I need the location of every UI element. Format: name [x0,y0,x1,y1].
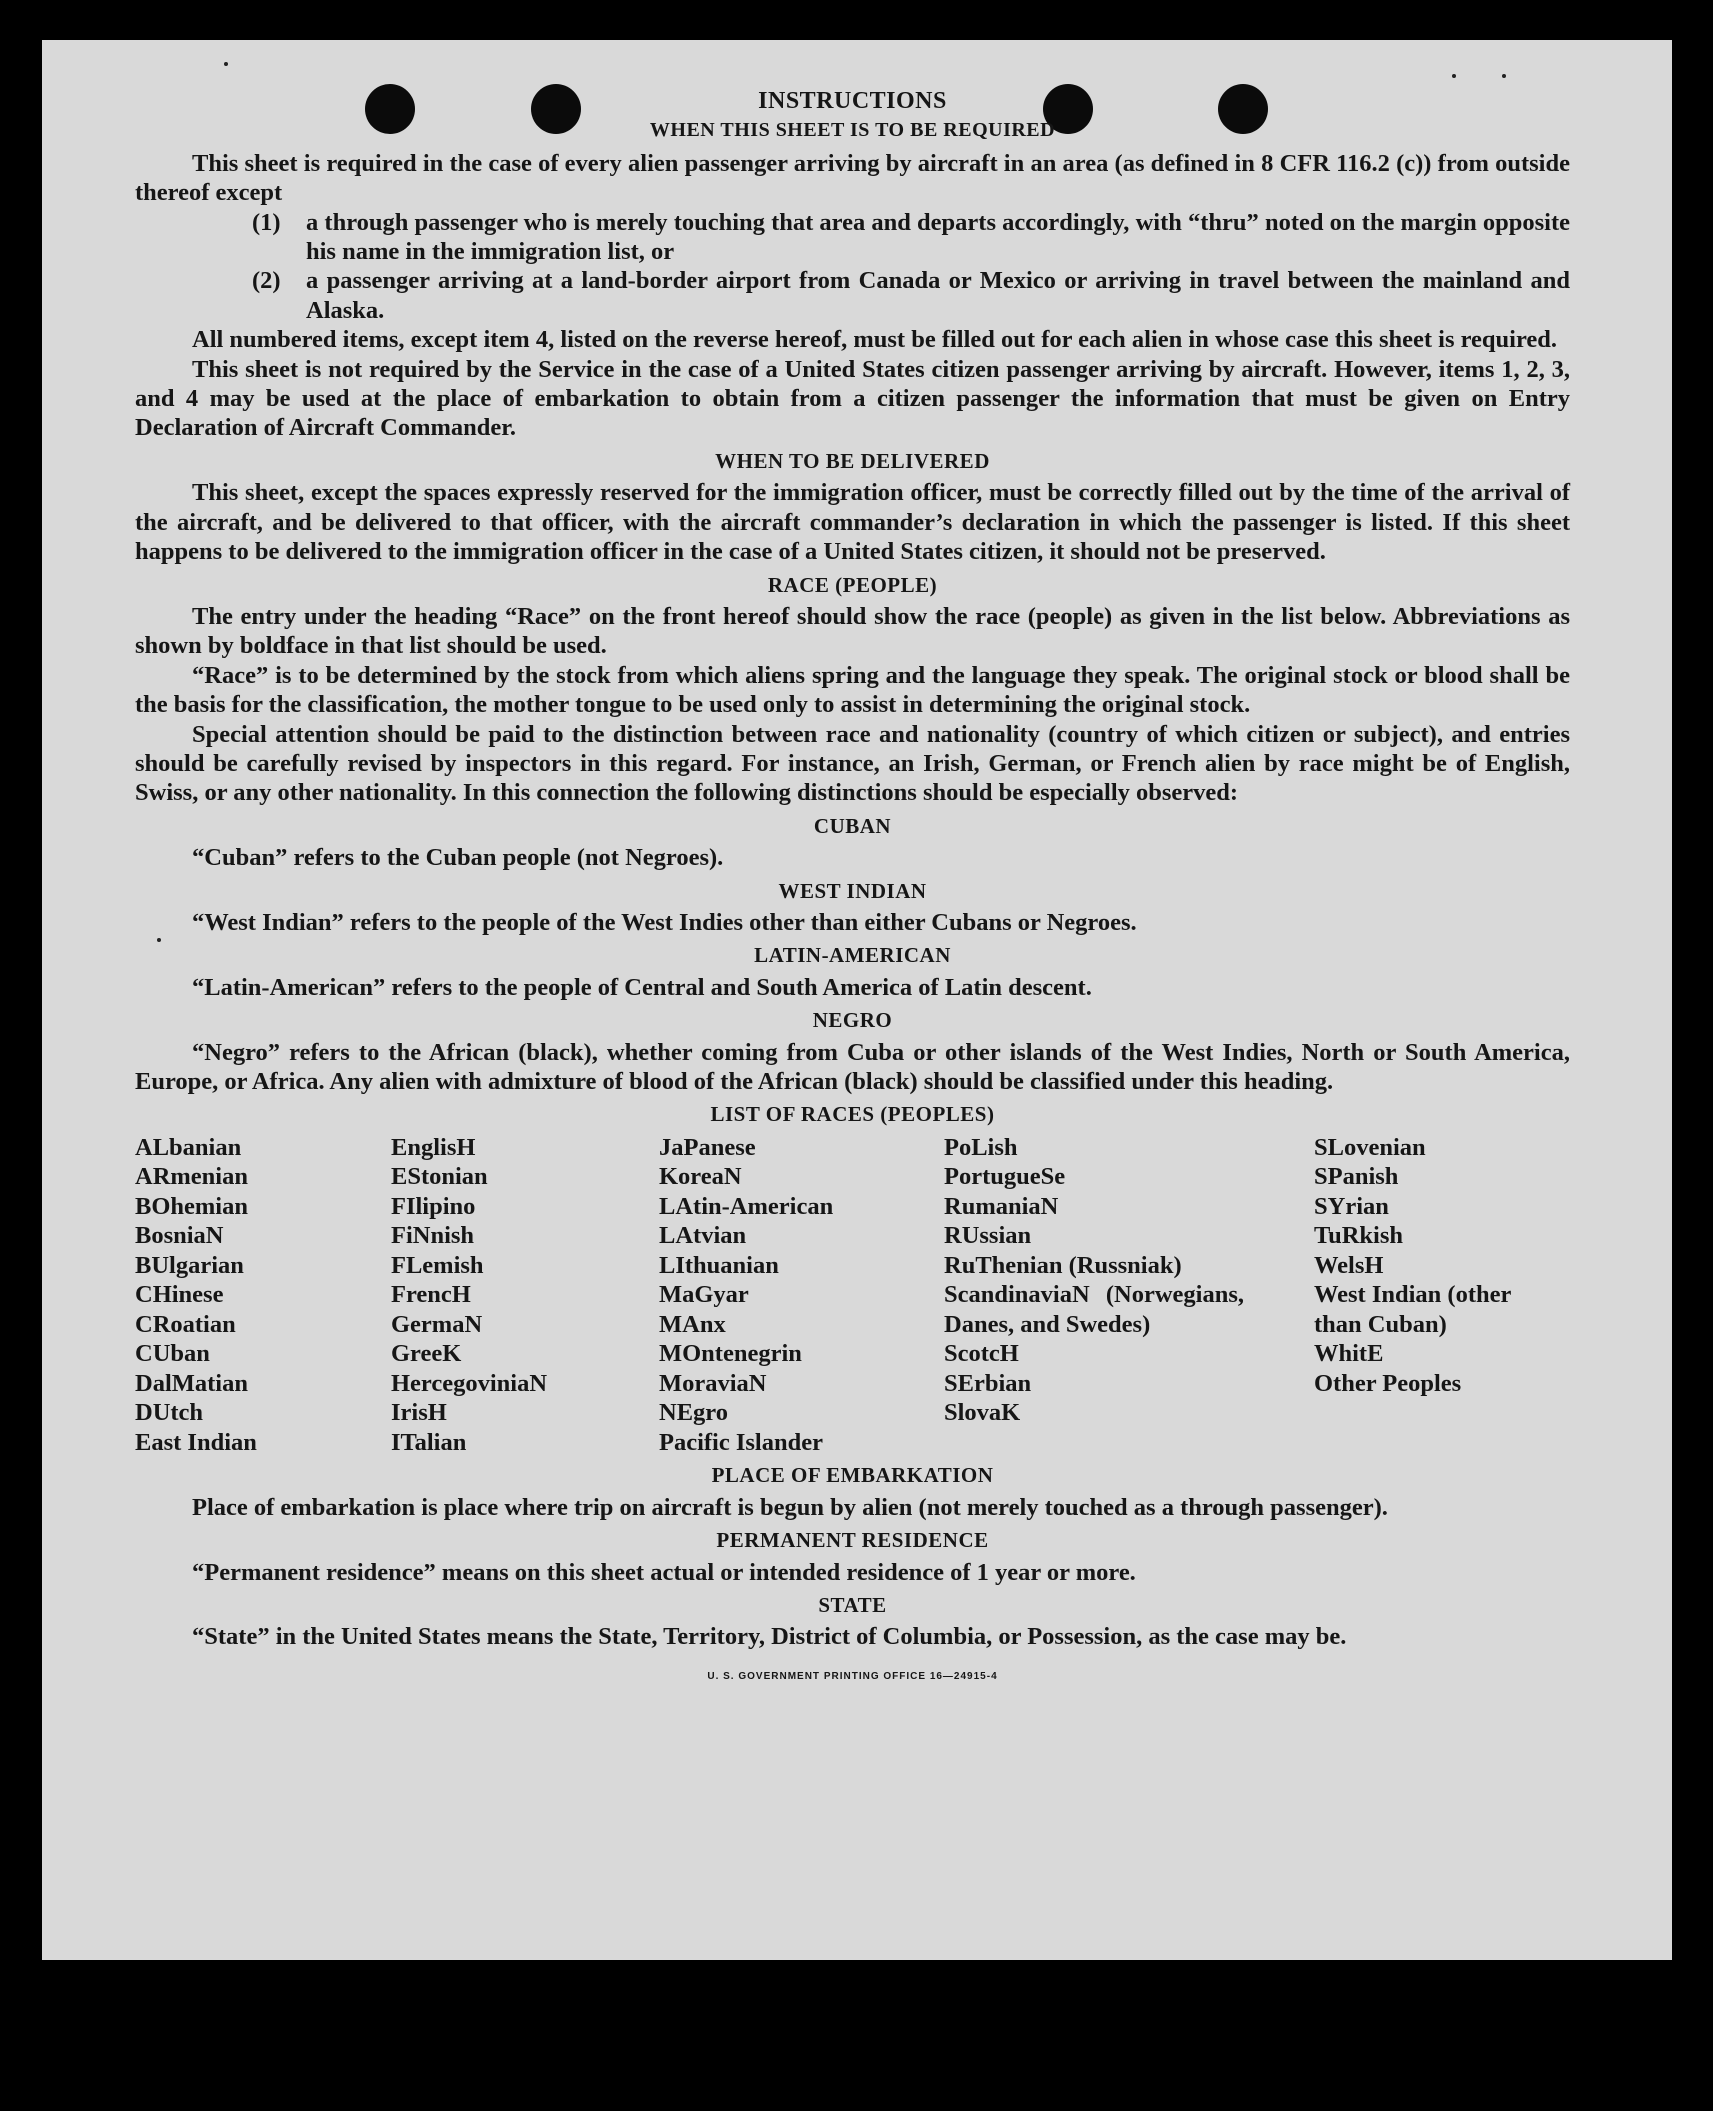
exception-item [252,266,1570,325]
race-entry: East Indian [135,1428,257,1456]
race-entry: FrencH [391,1281,471,1309]
instructions-content [135,85,1570,1691]
race-entry: ALbanian [135,1133,242,1161]
item-text: a passenger arriving at a land-border airport from Canada or Mexico or arriving in travel between the mainland and Alaska. [306,267,1570,324]
race-entry: EnglisH [391,1133,476,1161]
race-column [944,1133,1314,1458]
race-entry: BosniaN [135,1222,224,1250]
race-column [659,1133,944,1458]
race-entry: PoLish [944,1133,1018,1161]
paragraph: This sheet is required in the case of every alien passenger arriving by aircraft in an area (as defined in 8 CFR 116.2 (c)) from outside thereof except [135,149,1570,207]
race-entry: WelsH [1314,1251,1384,1279]
race-entry: HercegoviniaN [391,1369,548,1397]
speck [224,62,228,66]
race-entry: DUtch [135,1399,204,1427]
race-entry: IrisH [391,1399,447,1427]
race-entry: BUlgarian [135,1251,244,1279]
race-column [1314,1133,1570,1458]
printing-office-footer: U. S. GOVERNMENT PRINTING OFFICE 16—24915-4 [707,1670,998,1682]
race-column [135,1133,391,1458]
speck [1452,74,1456,78]
race-entry: CUban [135,1340,210,1368]
paragraph: Place of embarkation is place where trip on aircraft is begun by alien (not merely touched as a through passenger). [192,1493,1388,1521]
race-list [135,1133,1570,1458]
section-heading: LATIN-AMERICAN [754,943,951,968]
document-sheet [42,40,1672,1960]
race-entry: Pacific Islander [659,1428,823,1456]
section-heading: WEST INDIAN [778,878,927,903]
race-entry: MaGyar [659,1281,749,1309]
race-entry: ScotcH [944,1340,1019,1368]
race-entry: ITalian [391,1428,467,1456]
race-entry: SErbian [944,1369,1032,1397]
race-entry: FiNnish [391,1222,475,1250]
paragraph: This sheet, except the spaces expressly reserved for the immigration officer, must be correctly filled out by the time of the arrival of the aircraft, and be delivered to that officer, with the aircraft commander’s declaration in which the passenger is listed. If this sheet happens to be delivered to the immigration officer in the case of a United States citizen, it should not be preserved. [135,479,1570,566]
race-entry: BOhemian [135,1192,248,1220]
section-heading: CUBAN [813,813,892,838]
item-number: (2) [252,267,281,295]
exception-item [252,208,1570,267]
race-entry: DalMatian [135,1369,248,1397]
race-entry: NEgro [659,1399,728,1427]
paragraph: “Race” is to be determined by the stock from which aliens spring and the language they speak. The original stock or blood shall be the basis for the classification, the mother tongue to be used only to assist in determining the original stock. [135,661,1570,719]
section-heading: PLACE OF EMBARKATION [711,1463,994,1488]
race-entry: FLemish [391,1251,484,1279]
section-heading: NEGRO [812,1008,893,1033]
race-entry: ScandinaviaN (Norwegians, Danes, and Swedes) [944,1281,1244,1338]
race-entry: SYrian [1314,1192,1389,1220]
item-text: a through passenger who is merely touching that area and departs accordingly, with “thru” noted on the margin opposite his name in the immigration list, or [306,208,1570,266]
race-entry: RumaniaN [944,1192,1059,1220]
paragraph: “Permanent residence” means on this sheet actual or intended residence of 1 year or more. [192,1558,1136,1586]
paragraph: Special attention should be paid to the distinction between race and nationality (country of which citizen or subject), and entries should be carefully revised by inspectors in this regard. For instance, an Irish, German, or French alien by race might be of English, Swiss, or any other nationality. In this connection the following distinctions should be especially observed: [135,720,1570,807]
race-entry: GreeK [391,1340,462,1368]
race-entry: LAtvian [659,1222,747,1250]
race-entry: West Indian (other than Cuban) [1314,1281,1511,1338]
race-entry: LIthuanian [659,1251,779,1279]
paragraph: “Latin-American” refers to the people of Central and South America of Latin descent. [192,973,1092,1001]
race-entry: JaPanese [659,1133,756,1161]
paragraph: “Cuban” refers to the Cuban people (not Negroes). [192,844,724,872]
race-entry: RuThenian (Russniak) [944,1251,1182,1279]
speck [1502,74,1506,78]
race-entry: FIlipino [391,1192,476,1220]
race-entry: GermaN [391,1310,483,1338]
race-entry: LAtin-American [659,1192,834,1220]
paragraph: “Negro” refers to the African (black), whether coming from Cuba or other islands of the West Indies, North or South America, Europe, or Africa. Any alien with admixture of blood of the African (black) should be classified under this heading. [135,1038,1570,1095]
paragraph: This sheet is not required by the Service in the case of a United States citizen passenger arriving by aircraft. However, items 1, 2, 3, and 4 may be used at the place of embarkation to obtain from a citizen passenger the information that must be given on Entry Declaration of Aircraft Commander. [135,355,1570,442]
paragraph: “West Indian” refers to the people of the West Indies other than either Cubans or Negroes. [192,908,1137,936]
page-subtitle: WHEN THIS SHEET IS TO BE REQUIRED [649,119,1056,142]
race-entry: MOntenegrin [659,1340,802,1368]
race-entry: WhitE [1314,1340,1384,1368]
section-heading: LIST OF RACES (PEOPLES) [710,1102,995,1127]
paragraph: All numbered items, except item 4, listed on the reverse hereof, must be filled out for each alien in whose case this sheet is required. [192,326,1558,354]
race-entry: TuRkish [1314,1222,1404,1250]
race-entry: SLovenian [1314,1133,1426,1161]
race-entry: PortugueSe [944,1163,1066,1191]
race-entry: CRoatian [135,1310,236,1338]
section-heading: WHEN TO BE DELIVERED [715,448,990,473]
race-entry: KoreaN [659,1163,742,1191]
race-entry: SPanish [1314,1163,1399,1191]
race-entry: CHinese [135,1281,224,1309]
paragraph: The entry under the heading “Race” on the front hereof should show the race (people) as given in the list below. Abbreviations as shown by boldface in that list should be used. [135,602,1570,660]
race-entry: EStonian [391,1163,488,1191]
race-entry: RUssian [944,1222,1032,1250]
section-heading: STATE [818,1592,887,1617]
race-entry: MAnx [659,1310,726,1338]
item-number: (1) [252,208,281,236]
section-heading: RACE (PEOPLE) [767,572,938,597]
race-column [391,1133,659,1458]
race-entry: Other Peoples [1314,1369,1462,1397]
race-entry: SlovaK [944,1399,1021,1427]
paragraph: “State” in the United States means the State, Territory, District of Columbia, or Possession, as the case may be. [192,1623,1347,1651]
page-title: INSTRUCTIONS [758,88,947,114]
race-entry: MoraviaN [659,1369,767,1397]
race-entry: ARmenian [135,1163,248,1191]
section-heading: PERMANENT RESIDENCE [716,1528,989,1553]
